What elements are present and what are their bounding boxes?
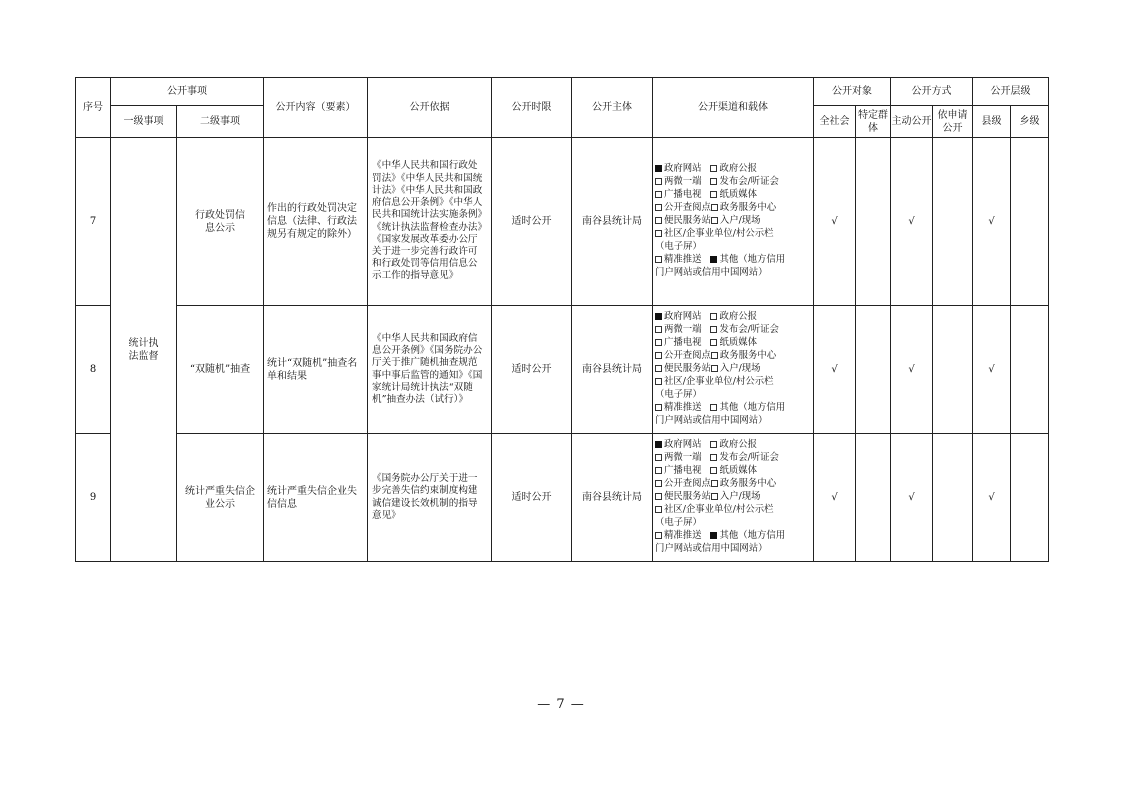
empty-level-town [1011, 306, 1049, 434]
checkbox-empty-icon [655, 404, 662, 411]
header-time: 公开时限 [492, 78, 572, 138]
checkbox-filled-icon [655, 441, 662, 448]
checkbox-empty-icon [710, 441, 717, 448]
row-channels: 政府网站 政府公报 两微一端 发布会/听证会 广播电视 纸质媒体 公开查阅点 政务服务中心 便民服务站 入户/现场 社区/企事业单位/村公示栏 （电子屏） 精准推送 其他（地方信用 门户网站或信用中国网站） [653, 434, 814, 562]
row-level2: “双随机”抽查 [177, 306, 264, 434]
empty-level-town [1011, 138, 1049, 306]
row-level2: 统计严重失信企业公示 [177, 434, 264, 562]
check-level-county: √ [973, 138, 1011, 306]
empty-target-specific [856, 306, 891, 434]
header-level2: 二级事项 [177, 106, 264, 138]
checkbox-empty-icon [711, 217, 718, 224]
row-basis: 《中华人民共和国政府信息公开条例》《国务院办公厅关于推广随机抽查规范事中事后监管的通知》《国家统计局统计执法“双随机”抽查办法（试行）》 [368, 306, 492, 434]
header-level-county: 县级 [973, 106, 1011, 138]
row-time: 适时公开 [492, 138, 572, 306]
row-subject: 南谷县统计局 [572, 434, 653, 562]
checkbox-empty-icon [711, 204, 718, 211]
row-content: 统计“双随机”抽查名单和结果 [264, 306, 368, 434]
header-method-apply: 依申请公开 [933, 106, 973, 138]
header-method-active: 主动公开 [891, 106, 933, 138]
row-basis: 《中华人民共和国行政处罚法》《中华人民共和国统计法》《中华人民共和国政府信息公开条例》《中华人民共和国统计法实施条例》《统计执法监督检查办法》《国家发展改革委办公厅关于进一步完善行政许可和行政处罚等信用信息公示工作的指导意见》 [368, 138, 492, 306]
header-method: 公开方式 [891, 78, 973, 106]
header-target-specific: 特定群体 [856, 106, 891, 138]
header-level: 公开层级 [973, 78, 1049, 106]
header-channel: 公开渠道和载体 [653, 78, 814, 138]
empty-method-apply [933, 138, 973, 306]
check-level-county: √ [973, 434, 1011, 562]
header-subject: 公开主体 [572, 78, 653, 138]
table-row [76, 306, 1049, 434]
header-level-town: 乡级 [1011, 106, 1049, 138]
header-content: 公开内容（要素） [264, 78, 368, 138]
row-seq: 9 [76, 434, 111, 562]
checkbox-empty-icon [710, 454, 717, 461]
row-channels: 政府网站 政府公报 两微一端 发布会/听证会 广播电视 纸质媒体 公开查阅点 政务服务中心 便民服务站 入户/现场 社区/企事业单位/村公示栏 （电子屏） 精准推送 其他（地方信用 门户网站或信用中国网站） [653, 306, 814, 434]
checkbox-empty-icon [655, 204, 662, 211]
header-target-all: 全社会 [814, 106, 856, 138]
empty-level-town [1011, 434, 1049, 562]
checkbox-empty-icon [655, 454, 662, 461]
checkbox-empty-icon [710, 191, 717, 198]
check-method-active: √ [891, 434, 933, 562]
checkbox-empty-icon [655, 506, 662, 513]
row-time: 适时公开 [492, 434, 572, 562]
empty-target-specific [856, 434, 891, 562]
row-content: 统计严重失信企业失信信息 [264, 434, 368, 562]
disclosure-table [75, 77, 1049, 562]
check-target-all: √ [814, 138, 856, 306]
checkbox-empty-icon [710, 313, 717, 320]
checkbox-empty-icon [710, 339, 717, 346]
row-time: 适时公开 [492, 306, 572, 434]
checkbox-filled-icon [655, 165, 662, 172]
checkbox-empty-icon [655, 532, 662, 539]
checkbox-empty-icon [655, 178, 662, 185]
page-number: — 7 — [537, 697, 585, 712]
checkbox-empty-icon [655, 217, 662, 224]
row-subject: 南谷县统计局 [572, 138, 653, 306]
checkbox-empty-icon [655, 326, 662, 333]
row-content: 作出的行政处罚决定信息（法律、行政法规另有规定的除外） [264, 138, 368, 306]
header-target: 公开对象 [814, 78, 891, 106]
checkbox-empty-icon [655, 339, 662, 346]
checkbox-empty-icon [655, 352, 662, 359]
row-subject: 南谷县统计局 [572, 306, 653, 434]
checkbox-empty-icon [710, 467, 717, 474]
check-method-active: √ [891, 306, 933, 434]
header-matter: 公开事项 [111, 78, 264, 106]
checkbox-empty-icon [710, 178, 717, 185]
checkbox-empty-icon [711, 352, 718, 359]
header-level1: 一级事项 [111, 106, 177, 138]
row-basis: 《国务院办公厅关于进一步完善失信约束制度构建诚信建设长效机制的指导意见》 [368, 434, 492, 562]
group-level1: 统计执法监督 [111, 138, 177, 562]
empty-method-apply [933, 306, 973, 434]
row-level2: 行政处罚信息公示 [177, 138, 264, 306]
empty-method-apply [933, 434, 973, 562]
checkbox-empty-icon [711, 365, 718, 372]
checkbox-filled-icon [710, 532, 717, 539]
checkbox-empty-icon [710, 326, 717, 333]
checkbox-empty-icon [710, 404, 717, 411]
table-row [76, 138, 1049, 306]
row-channels: 政府网站 政府公报 两微一端 发布会/听证会 广播电视 纸质媒体 公开查阅点 政务服务中心 便民服务站 入户/现场 社区/企事业单位/村公示栏 （电子屏） 精准推送 其他（地方信用 门户网站或信用中国网站） [653, 138, 814, 306]
checkbox-empty-icon [655, 493, 662, 500]
empty-target-specific [856, 138, 891, 306]
checkbox-empty-icon [711, 480, 718, 487]
header-seq: 序号 [76, 78, 111, 138]
checkbox-empty-icon [655, 256, 662, 263]
checkbox-filled-icon [655, 313, 662, 320]
check-target-all: √ [814, 434, 856, 562]
checkbox-empty-icon [655, 230, 662, 237]
check-target-all: √ [814, 306, 856, 434]
checkbox-filled-icon [710, 256, 717, 263]
check-method-active: √ [891, 138, 933, 306]
check-level-county: √ [973, 306, 1011, 434]
row-seq: 7 [76, 138, 111, 306]
checkbox-empty-icon [655, 191, 662, 198]
checkbox-empty-icon [710, 165, 717, 172]
header-basis: 公开依据 [368, 78, 492, 138]
row-seq: 8 [76, 306, 111, 434]
checkbox-empty-icon [655, 365, 662, 372]
checkbox-empty-icon [711, 493, 718, 500]
table-row [76, 434, 1049, 562]
checkbox-empty-icon [655, 480, 662, 487]
checkbox-empty-icon [655, 467, 662, 474]
checkbox-empty-icon [655, 378, 662, 385]
